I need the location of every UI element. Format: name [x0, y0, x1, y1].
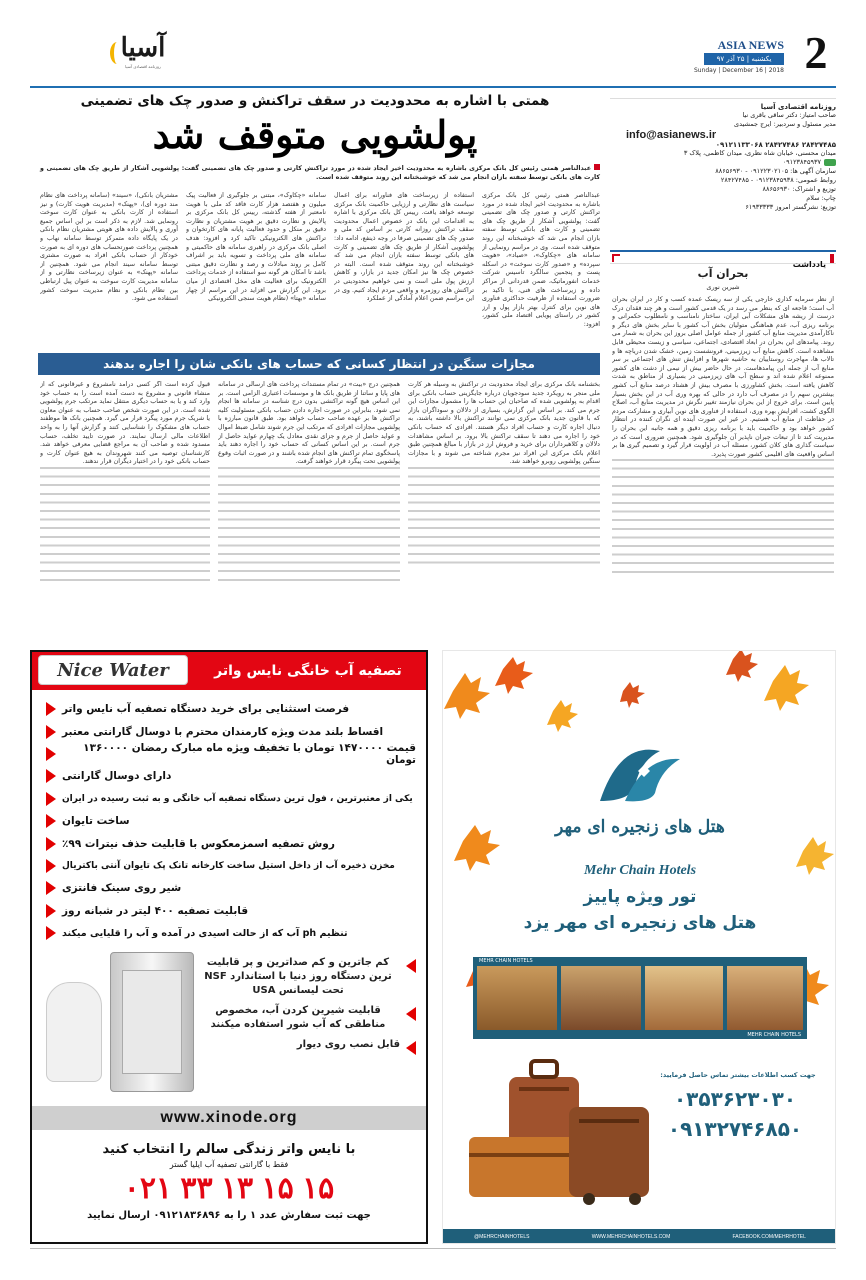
- main-col-a-text: عبدالناصر همتی رئیس کل بانک مرکزی باشاره به محدودیت اخیر ایجاد شده در مورد تراکنش کارتی و صدور چک های تضمینی گفت: پولشویی آشکار از طریق چک های تضمینی و کارت های بانکی توسط سفته بازان انجام می شد که خوشبختانه این روند متوقف شده است. وی در مراسم رونمایی از سامانه های «چکاوک»، «صیاد»، «هویت سپرده» و «صدور کارت سوخت» در اسکله پست و پنجمین سالگرد تاسیس شرکت خدمات انفورماتیک، ضمن قدردانی از مراکز داده و زیرساخت های فنی، با تاکید بر ضرورت استفاده از ظرفیت حداکثری فناوری های نوین برای کنترل بهتر بازار پول و ارز کشور در راستای پویایی اقتصاد ملی کشور، افزود:: [482, 192, 600, 328]
- column-corner-icon: [612, 254, 620, 262]
- feature-item: قابلیت تصفیه ۴۰۰ لیتر در شبانه روز: [46, 900, 416, 922]
- main-col-c: [186, 192, 326, 354]
- hotel-photo-1: [477, 966, 557, 1030]
- date-persian: یکشنبه | ۲۵ آذر ۹۷: [704, 53, 784, 65]
- masthead-email[interactable]: info@asianews.ir: [626, 129, 717, 141]
- arrow-bullet-icon: [46, 725, 56, 739]
- column-section-label: یادداشت: [792, 260, 826, 269]
- hotel-brand-fa: هتل های زنجیره ای مهر: [555, 817, 725, 837]
- instagram-link[interactable]: @MEHRCHAINHOTELS: [474, 1234, 530, 1240]
- feature-item: تنظیم ph آب که از حالت اسیدی در آمده و آب را قلیایی میکند: [46, 922, 416, 944]
- masthead-line-5: میدان محسنی، خیابان شاه نظری، میدان کاظمی، پلاک ۳: [683, 149, 836, 157]
- second-col-a: [408, 381, 600, 643]
- hotel-ad[interactable]: [442, 650, 836, 1244]
- feature-item: روش تصفیه اسمزمعکوس با قابلیت حذف نیترات ۹۹٪: [46, 832, 416, 854]
- column-title: بحران آب: [697, 267, 749, 280]
- arrow-bullet-icon: [46, 702, 56, 716]
- arrow-bullet-icon: [46, 747, 56, 761]
- strip-label-2: MEHR CHAIN HOTELS: [747, 1032, 801, 1038]
- arrow-bullet-icon: [406, 1041, 416, 1055]
- main-col-d-text: مشتریان بانکی)، «سیند» (سامانه پرداخت های نظام مند دوره ای)، «پهنک» (مدیریت هویت کارت) و نیز استفاده از کارت بانکی به عنوان کارت سوخت رونمایی شد. لازم به ذکر است بر این اساس جمیع آوری و پالایش داده های هویتی مشتریان نظام بانکی در یک پایگاه داده متمرکز توسط سامانه نهاب و همچنین پرداخت صورتحساب های دوره ای به صورت خودکار از حساب بانکی افراد به صورت مشتری توسط سامانه سیند انجام می شود. همچنین از سامانه «پهنک» به عنوان زیرساخت نظارتی و از سامانه مدیریت کارت سوخت به عنوان پیل ارتباطی بین نظام بانکی و نظام مدیریت سوخت کشور استفاده می شود.: [40, 192, 178, 303]
- strip-label: MEHR CHAIN HOTELS: [479, 958, 533, 964]
- column-section-bar: [610, 250, 836, 269]
- water-footer-title: با نایس واتر زندگی سالم را انتخاب کنید: [102, 1142, 356, 1157]
- masthead-title: روزنامه اقتصادی آسیا: [760, 103, 836, 111]
- second-col-c: [40, 381, 210, 643]
- maple-leaf-icon: [726, 651, 758, 682]
- feature-item: یکی از معتبرترین ، فول ترین دستگاه تصفیه آب خانگی و به ثبت رسیده در ایران: [46, 788, 416, 810]
- arrow-bullet-icon: [406, 959, 416, 973]
- second-col-a-text: بخشنامه بانک مرکزی برای ایجاد محدودیت در تراکنش به وسیله هر کارت ملی منجر به رویکرد جدید سودجویان درباره جایگزینی حساب بانکی برای اقدام به پولشویی شده که صاحبان این حساب ها را مشمول مجازات این جرم می کند. بر اساس این گزارش، بسیاری از دلالان و سوداگران بازار که با قانون جدید بانک مرکزی نمی توانند تراکنش بالا داشته باشند، به دنبال اجاره کارت و حساب افراد دیگر هستند. افرادی که حساب بانکی خود را اجاره می دهند تا سقف تراکنش بالا برود. بر اساس مشاهدات دلالان و کلاهبرداران برای خرید و فروش ارز در بازار با مبالغ همچنین طبق اعلام بانک مرکزی این افراد نیز مجرم شناخته می شوند و با مجازات سنگین پولشویی روبرو خواهند شد.: [408, 381, 600, 466]
- feature-item: قیمت ۱۴۷۰۰۰۰ تومان با تخفیف ویژه ماه مبارک رمضان ۱۳۶۰۰۰۰ تومان: [46, 743, 416, 765]
- hotel-logo-icon: [590, 731, 690, 811]
- hotel-tour-title: تور ویژه پاییز: [583, 887, 697, 907]
- column-marker-icon: [830, 254, 834, 263]
- maple-leaf-icon: [495, 657, 533, 694]
- arrow-bullet-icon: [46, 792, 56, 806]
- water-logo[interactable]: [38, 655, 188, 685]
- logo-text: آسیا: [120, 33, 166, 63]
- second-col-c-text: قبول کرده است اگر کسی درآمد نامشروع و غیرقانونی که از منشاء قانونی و مشروع به دست آمده است را به حساب خود وارد کند و یا به حساب دیگری منتقل نماید مرتکب جرم پولشویی شده است. در این صورت شخص صاحب حساب به عنوان معاون یا شریک جرم مورد پیگرد قرار می گیرد. همچنین بانک ها موظفند حساب های مشکوک را شناسایی کنند و گزارش آنها را به واحد اطلاعات مالی ارسال نمایند. در صورت تایید تخلف، حساب مسدود شده و صاحب آن به مراجع قضایی معرفی خواهد شد. کارشناسان توصیه می کنند شهروندان به هیچ عنوان کارت و حساب بانکی خود را در اختیار دیگران قرار ندهند.: [40, 381, 210, 466]
- filter-panel: [122, 970, 182, 1074]
- hotel-brand-en: Mehr Chain Hotels: [583, 863, 697, 878]
- feature-item: اقساط بلند مدت ویژه کارمندان محترم با دوسال گارانتی معتبر: [46, 720, 416, 742]
- logo-subtext: روزنامه اقتصادی آسیا: [125, 64, 161, 69]
- arrow-bullet-icon: [46, 904, 56, 918]
- main-col-c-text: سامانه «چکاوک»، مبتنی بر جلوگیری از فعالیت پیک میلیون و هفتصد هزار کارت فاقد کد ملی با هویت نامعتبر از هفته گذشته، رییس کل بانک مرکزی بر پالایش و نظارت دقیق بر هویت مشتریان و نظارت دقیق بر منکل و حدود فعالیت پایانه های کارتخوان و تراکنش های الکترونیکی تاکید کرد و افزود: هدف اصلی بانک مرکزی در راهبری سامانه های حاکمیتی و سامانه های ملی پرداخت و تسویه باید بر اشراف کامل بر روند مبادلات و رصد و نظارت دقیق مبتنی باشد تا امکان هر گونه سو استفاده از خدمات پرداخت الکترونیک برای فعالیت های مخل اقتصادی از میان برود. این گزارش می افزاید در این مراسم از چهار سامانه «بهتا» (نظام هویت سنجی الکترونیکی: [186, 192, 326, 303]
- date-english: Sunday | December 16 | 2018: [693, 67, 784, 74]
- second-col-c-continuation: [40, 467, 210, 587]
- feature-item-2: قابلیت شیرین کردن آب، مخصوص مناطقی که آب شور استفاده میکنند: [196, 1004, 416, 1032]
- water-title: تصفیه آب خانگی نایس واتر: [214, 663, 402, 679]
- main-col-b-text: استفاده از زیرساخت های فناورانه برای اعمال سیاست های نظارتی و ارزیابی حاکمیت بانک مرکزی توسعه خواهد یافت. رییس کل بانک مرکزی با اشاره به اقدامات این بانک در خصوص اعمال محدودیت سقف تراکنش روزانه کارتی بر اساس کد ملی و صدور چک های تضمینی صرفا در وجه ذینفع، ادامه داد: پولشویی آشکار از طریق چک های تضمینی و کارت های بانکی توسط سفته بازان انجام می شد که خوشبختانه این روند متوقف شده است. البته در خصوص چک ها نیز امکان جدید در بازار، و کاهش ارزش پول ملی است و نمی خواهیم محدودیتی در تراکنش های روزمره و واقعی مردم ایجاد کنیم. وی در این مراسم ضمن اعلام آمادگی از عملکرد: [334, 192, 474, 303]
- water-footer-sub: فقط با گارانتی تصفیه آب ایلیا گستر: [169, 1160, 289, 1169]
- water-website[interactable]: www.xinode.org: [32, 1106, 426, 1130]
- hotel-contact-title: جهت کسب اطلاعات بیشتر تماس حاصل فرمایید:: [660, 1071, 816, 1079]
- hotel-photo-strip: [473, 957, 807, 1039]
- brand-name: ASIA NEWS: [717, 38, 784, 52]
- arrow-bullet-icon: [46, 859, 56, 873]
- masthead-box: [610, 98, 836, 246]
- maple-leaf-icon: [620, 682, 645, 708]
- arrow-bullet-icon: [46, 814, 56, 828]
- purifier-device: [46, 952, 196, 1100]
- main-col-a: [482, 192, 600, 354]
- hotel-logo-mark: [590, 731, 690, 811]
- hotel-tour-sub: هتل های زنجیره ای مهر یزد: [523, 913, 757, 933]
- masthead-line-4: ۲۸۴۲۷۴۸۵ ۲۸۴۲۷۴۸۶ ۰۹۱۲۱۱۳۳۰۶۸: [715, 141, 836, 149]
- water-feature-list: [46, 698, 416, 944]
- masthead-line-1: صاحب امتیاز: دکتر ساقی باقری نیا: [742, 111, 836, 119]
- feature-item: ساخت تایوان: [46, 810, 416, 832]
- maple-leaf-icon: [764, 665, 809, 711]
- hotel-phone-1[interactable]: ۰۳۵۳۶۲۳۰۳۰: [673, 1087, 797, 1111]
- bottom-rule: [30, 1248, 836, 1249]
- water-phone[interactable]: ۰۲۱ ۳۳ ۱۳ ۱۵ ۱۵: [123, 1172, 335, 1205]
- column-text: از نظر سرمایه گذاری خارجی یکی از سه ریسک عمده کسب و کار در ایران بحران آب است؛ فاجعه ای که بنظر می رسد در یک قدمی کشور است و هر چند فقدان درک درست از ریشه های مشکلات آبی ایران، ساختار نامناسب و نامطلوب حکمرانی و برنامه ریزی آب، عدم هماهنگی متولیان بخش آب کشور با سایر بخش های دیگر و ناکارآمدی مدیریت منابع آب کشور از جمله عوامل اصلی بروز این بحران به شمار می روند. پیامدهای این بحران در ابعاد اقتصادی، اجتماعی، سیاسی و زیست محیطی قابل مشاهده است. کاهش منابع آب زیرزمینی، فرونشست زمین، خشک شدن دریاچه ها و تالاب ها، مهاجرت روستاییان به حاشیه شهرها و افزایش تنش های اجتماعی بر سر منابع آب از جمله این پیامدهاست. در حال حاضر بیش از نیمی از دشت های کشور ممنوعه اعلام شده اند و سطح آب های زیرزمینی در بسیاری از مناطق به شدت کاهش یافته است. بخش کشاورزی با مصرف بیش از هشتاد درصد منابع آب کشور بیشترین سهم را در مصرف آب دارد در حالی که بهره وری آب در این بخش بسیار پایین است. برای خروج از این بحران نیازمند تغییر نگرش در مدیریت منابع آب، اصلاح الگوی کشت، افزایش بهره وری، استفاده از فناوری های نوین آبیاری و مشارکت مردم در حفاظت از منابع آب هستیم. در غیر این صورت آینده ای نگران کننده در انتظار کشور خواهد بود و حاکمیت باید با برنامه ریزی دقیق و همه جانبه این بحران را مدیریت کند تا از تبعات جبران ناپذیر آن جلوگیری شود. همچنین ضروری است که در سیاست گذاری های کلان کشور، مسئله آب در اولویت قرار گیرد و تصمیم گیری ها بر اساس واقعیت های اقلیمی کشور صورت پذیرد.: [612, 296, 834, 458]
- water-tank: [46, 982, 102, 1082]
- masthead-sms-number: ۰۹۱۲۳۸۴۵۹۳۷: [782, 158, 821, 166]
- logo[interactable]: [108, 32, 178, 72]
- header-rule: [30, 86, 836, 88]
- feature-item: فرصت استثنایی برای خرید دستگاه تصفیه آب نایس واتر: [46, 698, 416, 720]
- hotel-phone-2[interactable]: ۰۹۱۳۲۷۴۶۸۵۰: [667, 1117, 803, 1141]
- second-headline: مجازات سنگین در انتظار کسانی که حساب های بانکی شان را اجاره بدهند: [103, 357, 535, 371]
- hotel-photo-2: [561, 966, 641, 1030]
- water-logo-text: Nice Water: [57, 660, 169, 681]
- feature-item: شیر روی سینک فانتزی: [46, 877, 416, 899]
- second-col-b-continuation: [218, 467, 400, 587]
- main-col-d: [40, 192, 178, 354]
- main-lead: [40, 164, 600, 182]
- column-text-continuation: [612, 459, 834, 579]
- hotel-photo-4: [727, 966, 803, 1030]
- arrow-bullet-icon: [406, 1007, 416, 1021]
- second-col-a-continuation: [408, 467, 600, 567]
- feature-item-2: قابل نصب روی دیوار: [196, 1038, 416, 1055]
- column-author: شیرین نوری: [706, 283, 740, 291]
- main-kicker: همتی با اشاره به محدودیت در سقف تراکنش و صدور چک های تضمینی: [80, 93, 550, 109]
- water-footer: [32, 1134, 426, 1242]
- water-feature-list-2: [196, 956, 416, 1055]
- lead-bullet-icon: [594, 164, 600, 170]
- facebook-link[interactable]: FACEBOOK.COM/MEHRHOTEL: [732, 1234, 806, 1240]
- maple-leaf-icon: [547, 700, 578, 732]
- logo-swoosh: [110, 42, 124, 64]
- feature-item-2: کم جاترین و کم صداترین و پر قابلیت ترین دستگاه روز دنیا با استاندارد NSF تحت لیسانس USA: [196, 956, 416, 998]
- masthead-sms: [610, 158, 836, 167]
- website-link[interactable]: WWW.MEHRCHAINHOTELS.COM: [591, 1234, 671, 1240]
- sms-icon: [824, 159, 836, 166]
- page-header: [30, 27, 836, 82]
- feature-item: دارای دوسال گارانتی: [46, 765, 416, 787]
- page-number: 2: [804, 27, 828, 78]
- arrow-bullet-icon: [46, 837, 56, 851]
- main-col-b: [334, 192, 474, 354]
- lead-text: عبدالناصر همتی رئیس کل بانک مرکزی باشاره به محدودیت اخیر ایجاد شده در مورد تراکنش کارتی و صدور چک های تضمینی گفت: پولشویی آشکار از طریق چک های تضمینی و کارت های بانکی توسط سفته بازان انجام می شد که خوشبختانه این روند متوقف شده است.: [40, 165, 600, 181]
- masthead-line-11: توزیع: نشرگستر امروز ۶۱۹۳۳۳۳۳: [745, 203, 836, 211]
- water-ad[interactable]: [30, 650, 428, 1244]
- main-headline: پولشویی متوقف شد: [152, 112, 478, 157]
- masthead-line-10: چاپ: سلام: [806, 194, 836, 202]
- masthead-line-9: توزیع و اشتراک: ۸۸۶۵۶۹۳۰: [762, 185, 836, 193]
- maple-leaf-icon: [444, 673, 490, 719]
- hotel-links: [443, 1229, 836, 1244]
- arrow-bullet-icon: [46, 926, 56, 940]
- arrow-bullet-icon: [46, 881, 56, 895]
- feature-item: مخزن ذخیره آب از داخل استیل ساخت کارخانه تانک پک تایوان آنتی باکتریال: [46, 855, 416, 877]
- second-col-b: [218, 381, 400, 643]
- masthead-line-8: روابط عمومی: ۰۹۱۲۳۸۴۵۹۳۸ - ۲۸۴۲۷۴۸۵: [720, 176, 836, 184]
- column-body: [612, 296, 834, 642]
- masthead-line-7: سازمان آگهی ها: ۰۹۱۲۲۳۰۲۱۰۵ - ۸۸۶۵۶۹۳۰: [715, 167, 836, 175]
- suitcases-illustration: [449, 1047, 659, 1207]
- arrow-bullet-icon: [46, 769, 56, 783]
- masthead-line-2: مدیر مسئول و سردبیر: ایرج جمشیدی: [734, 120, 836, 128]
- water-sms: جهت ثبت سفارش عدد ۱ را به ۰۹۱۲۱۸۳۶۸۹۶ ارسال نمایید: [87, 1210, 371, 1221]
- second-col-b-text: همچنین درج «بیت» در تمام مستندات پرداخت های ارسالی در سامانه های پایا و ساتنا از طریق بانک ها و موسسات اعتباری الزامی است. بر این اساس هیچ گونه تراکنشی بدون درج شناسه در سامانه ها انجام نمی شود. بنابراین در صورت اجاره دادن حساب بانکی مسئولیت کلیه تراکنش ها بر عهده صاحب حساب خواهد بود. طبق قانون مبارزه با پولشویی مجازات افرادی که مرتکب این جرم شوند شامل ضبط اموال و عواید حاصل از جرم و جزای نقدی معادل یک چهارم عواید حاصل از جرم است. بر این اساس کسانی که حساب خود را اجاره دهند باید پاسخگوی تمام تراکنش های انجام شده باشند و در صورت اثبات وقوع پولشویی تحت پیگرد قرار خواهند گرفت.: [218, 381, 400, 466]
- hotel-photo-3: [645, 966, 723, 1030]
